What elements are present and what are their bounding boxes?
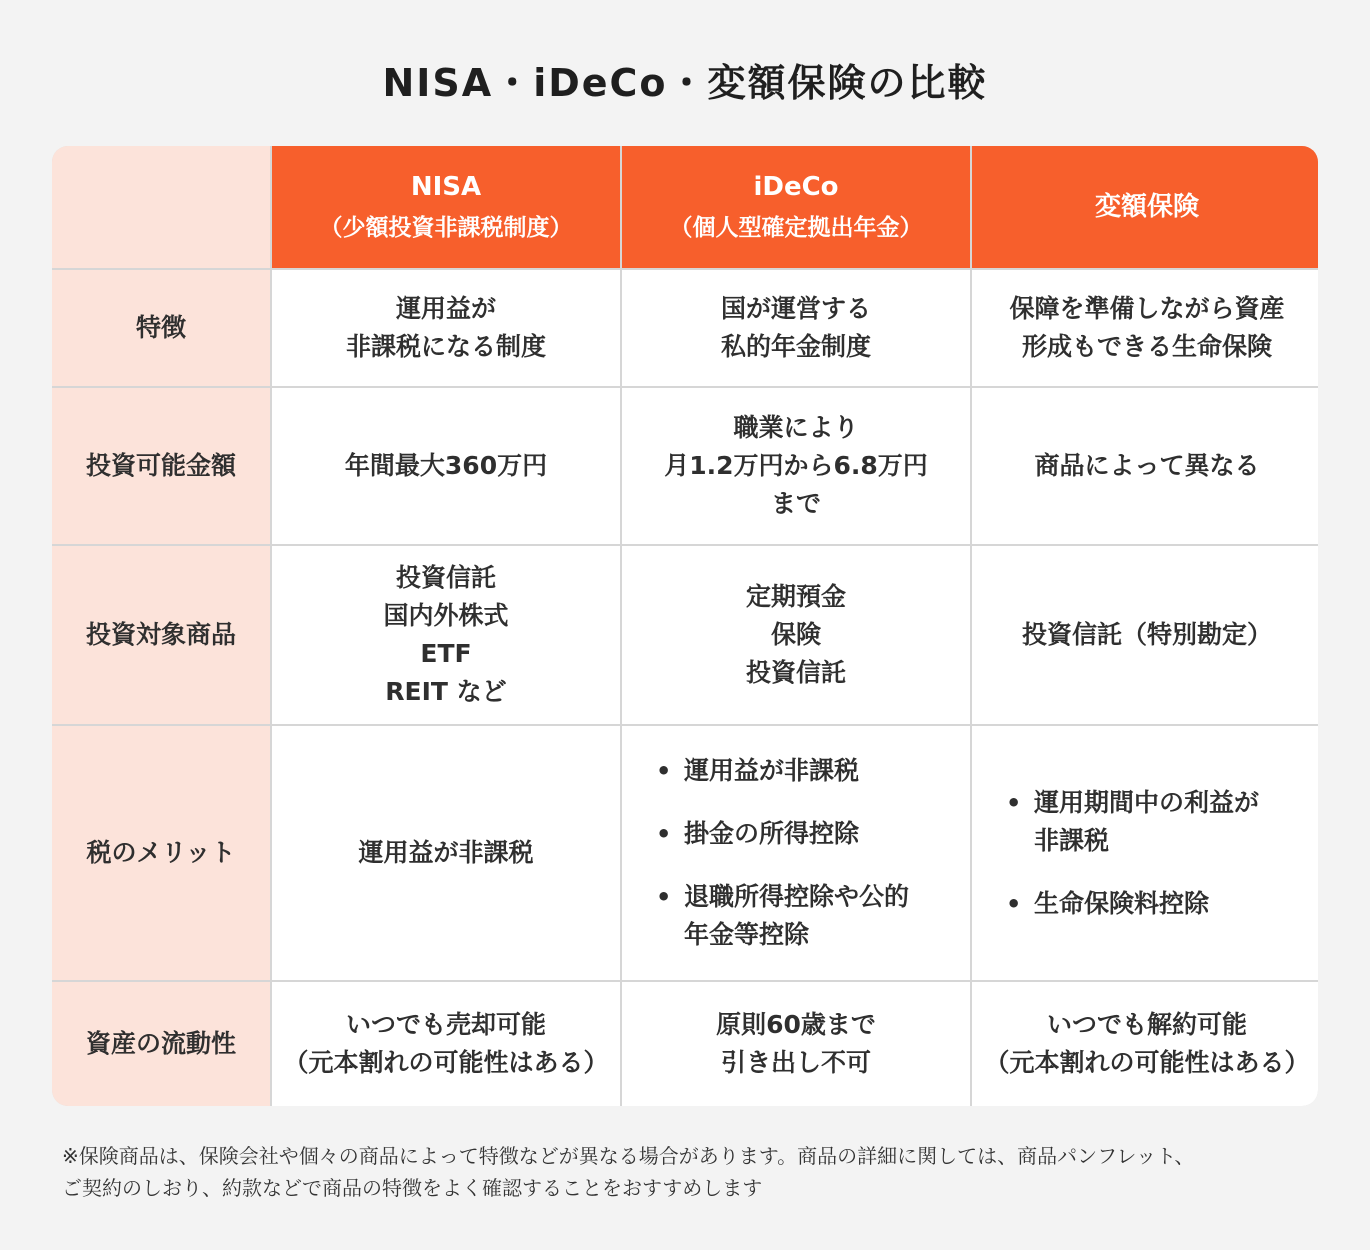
cell-amount-nisa (272, 388, 620, 544)
cell-line: 投資信託 (745, 658, 846, 687)
cell-line: 形成もできる生命保険 (1021, 332, 1272, 361)
bullet-text: • 掛金の所得控除 (684, 819, 860, 848)
cell-line: 保険 (770, 620, 821, 649)
cell-amount-henka (972, 388, 1318, 544)
bullet-text: • 運用期間中の利益が (1034, 787, 1260, 817)
cell-features-ideco (622, 270, 970, 386)
cell-products-ideco (622, 546, 970, 724)
cell-line: 国内外株式 (383, 601, 509, 630)
cell-tax-henka (972, 726, 1318, 980)
cell-liquidity-ideco (622, 982, 970, 1106)
cell-line: 職業により (733, 413, 859, 442)
cell-line: 運用益が非課税 (358, 838, 534, 867)
cell-liquidity-henka (972, 982, 1318, 1106)
header-nisa (272, 146, 620, 268)
header-nisa-name: NISA (410, 172, 482, 202)
cell-line: 私的年金制度 (720, 332, 871, 361)
cell-features-nisa (272, 270, 620, 386)
cell-products-henka (972, 546, 1318, 724)
footnote-line: ※保険商品は、保険会社や個々の商品によって特徴などが異なる場合があります。商品の詳細に関しては、商品パンフレット、 (62, 1144, 1195, 1168)
cell-line: 商品によって異なる (1034, 451, 1260, 480)
bullet-list (656, 752, 909, 954)
comparison-table (52, 146, 1318, 1106)
cell-products-nisa (272, 546, 620, 724)
page-title: NISA・iDeCo・変額保険の比較 (382, 61, 988, 105)
cell-line: 運用益が (395, 294, 496, 323)
cell-line: 原則60歳まで (716, 1010, 876, 1039)
footnote-line: ご契約のしおり、約款などで商品の特徴をよく確認することをおすすめします (62, 1176, 763, 1200)
cell-line: 年間最大360万円 (344, 451, 548, 480)
cell-line: 月1.2万円から6.8万円 (664, 451, 928, 480)
header-nisa-sub: （少額投資非課税制度） (319, 215, 573, 241)
cell-liquidity-nisa (272, 982, 620, 1106)
row-label-tax: 税のメリット (52, 726, 270, 980)
cell-line: いつでも解約可能 (1046, 1010, 1247, 1039)
header-henka (972, 146, 1318, 268)
row-label-products: 投資対象商品 (52, 546, 270, 724)
list-item (1006, 885, 1259, 923)
cell-line: 非課税になる制度 (345, 332, 546, 361)
cell-features-henka (972, 270, 1318, 386)
header-corner (52, 146, 270, 268)
list-item (656, 815, 909, 853)
cell-line: ETF (420, 639, 472, 668)
cell-line: いつでも売却可能 (345, 1010, 546, 1039)
cell-line: 投資信託（特別勘定） (1021, 620, 1272, 649)
list-item (656, 752, 909, 790)
cell-line: 引き出し不可 (720, 1048, 871, 1077)
cell-amount-ideco (622, 388, 970, 544)
cell-line: 定期預金 (745, 582, 846, 611)
cell-tax-ideco (622, 726, 970, 980)
cell-line: （元本割れの可能性はある） (984, 1048, 1310, 1077)
header-ideco (622, 146, 970, 268)
bullet-text: 非課税 (1034, 825, 1110, 855)
row-label-amount: 投資可能金額 (52, 388, 270, 544)
bullet-text: • 生命保険料控除 (1034, 888, 1210, 918)
row-label-features: 特徴 (52, 270, 270, 386)
cell-tax-nisa (272, 726, 620, 980)
cell-line: 保障を準備しながら資産 (1009, 294, 1285, 323)
bullet-text: • 運用益が非課税 (684, 756, 860, 785)
cell-line: 投資信託 (395, 563, 496, 592)
header-ideco-name: iDeCo (753, 172, 839, 202)
list-item (656, 878, 909, 954)
cell-line: まで (770, 489, 821, 518)
cell-line: 国が運営する (720, 294, 871, 323)
bullet-list (1006, 784, 1259, 923)
footnote (62, 1140, 1312, 1204)
header-ideco-sub: （個人型確定拠出年金） (669, 215, 923, 241)
row-label-liquidity: 資産の流動性 (52, 982, 270, 1106)
bullet-text: • 退職所得控除や公的 (684, 882, 910, 911)
list-item (1006, 784, 1259, 860)
cell-line: （元本割れの可能性はある） (283, 1048, 609, 1077)
header-henka-name: 変額保険 (1094, 192, 1199, 222)
cell-line: REIT など (385, 677, 507, 706)
bullet-text: 年金等控除 (684, 920, 810, 949)
